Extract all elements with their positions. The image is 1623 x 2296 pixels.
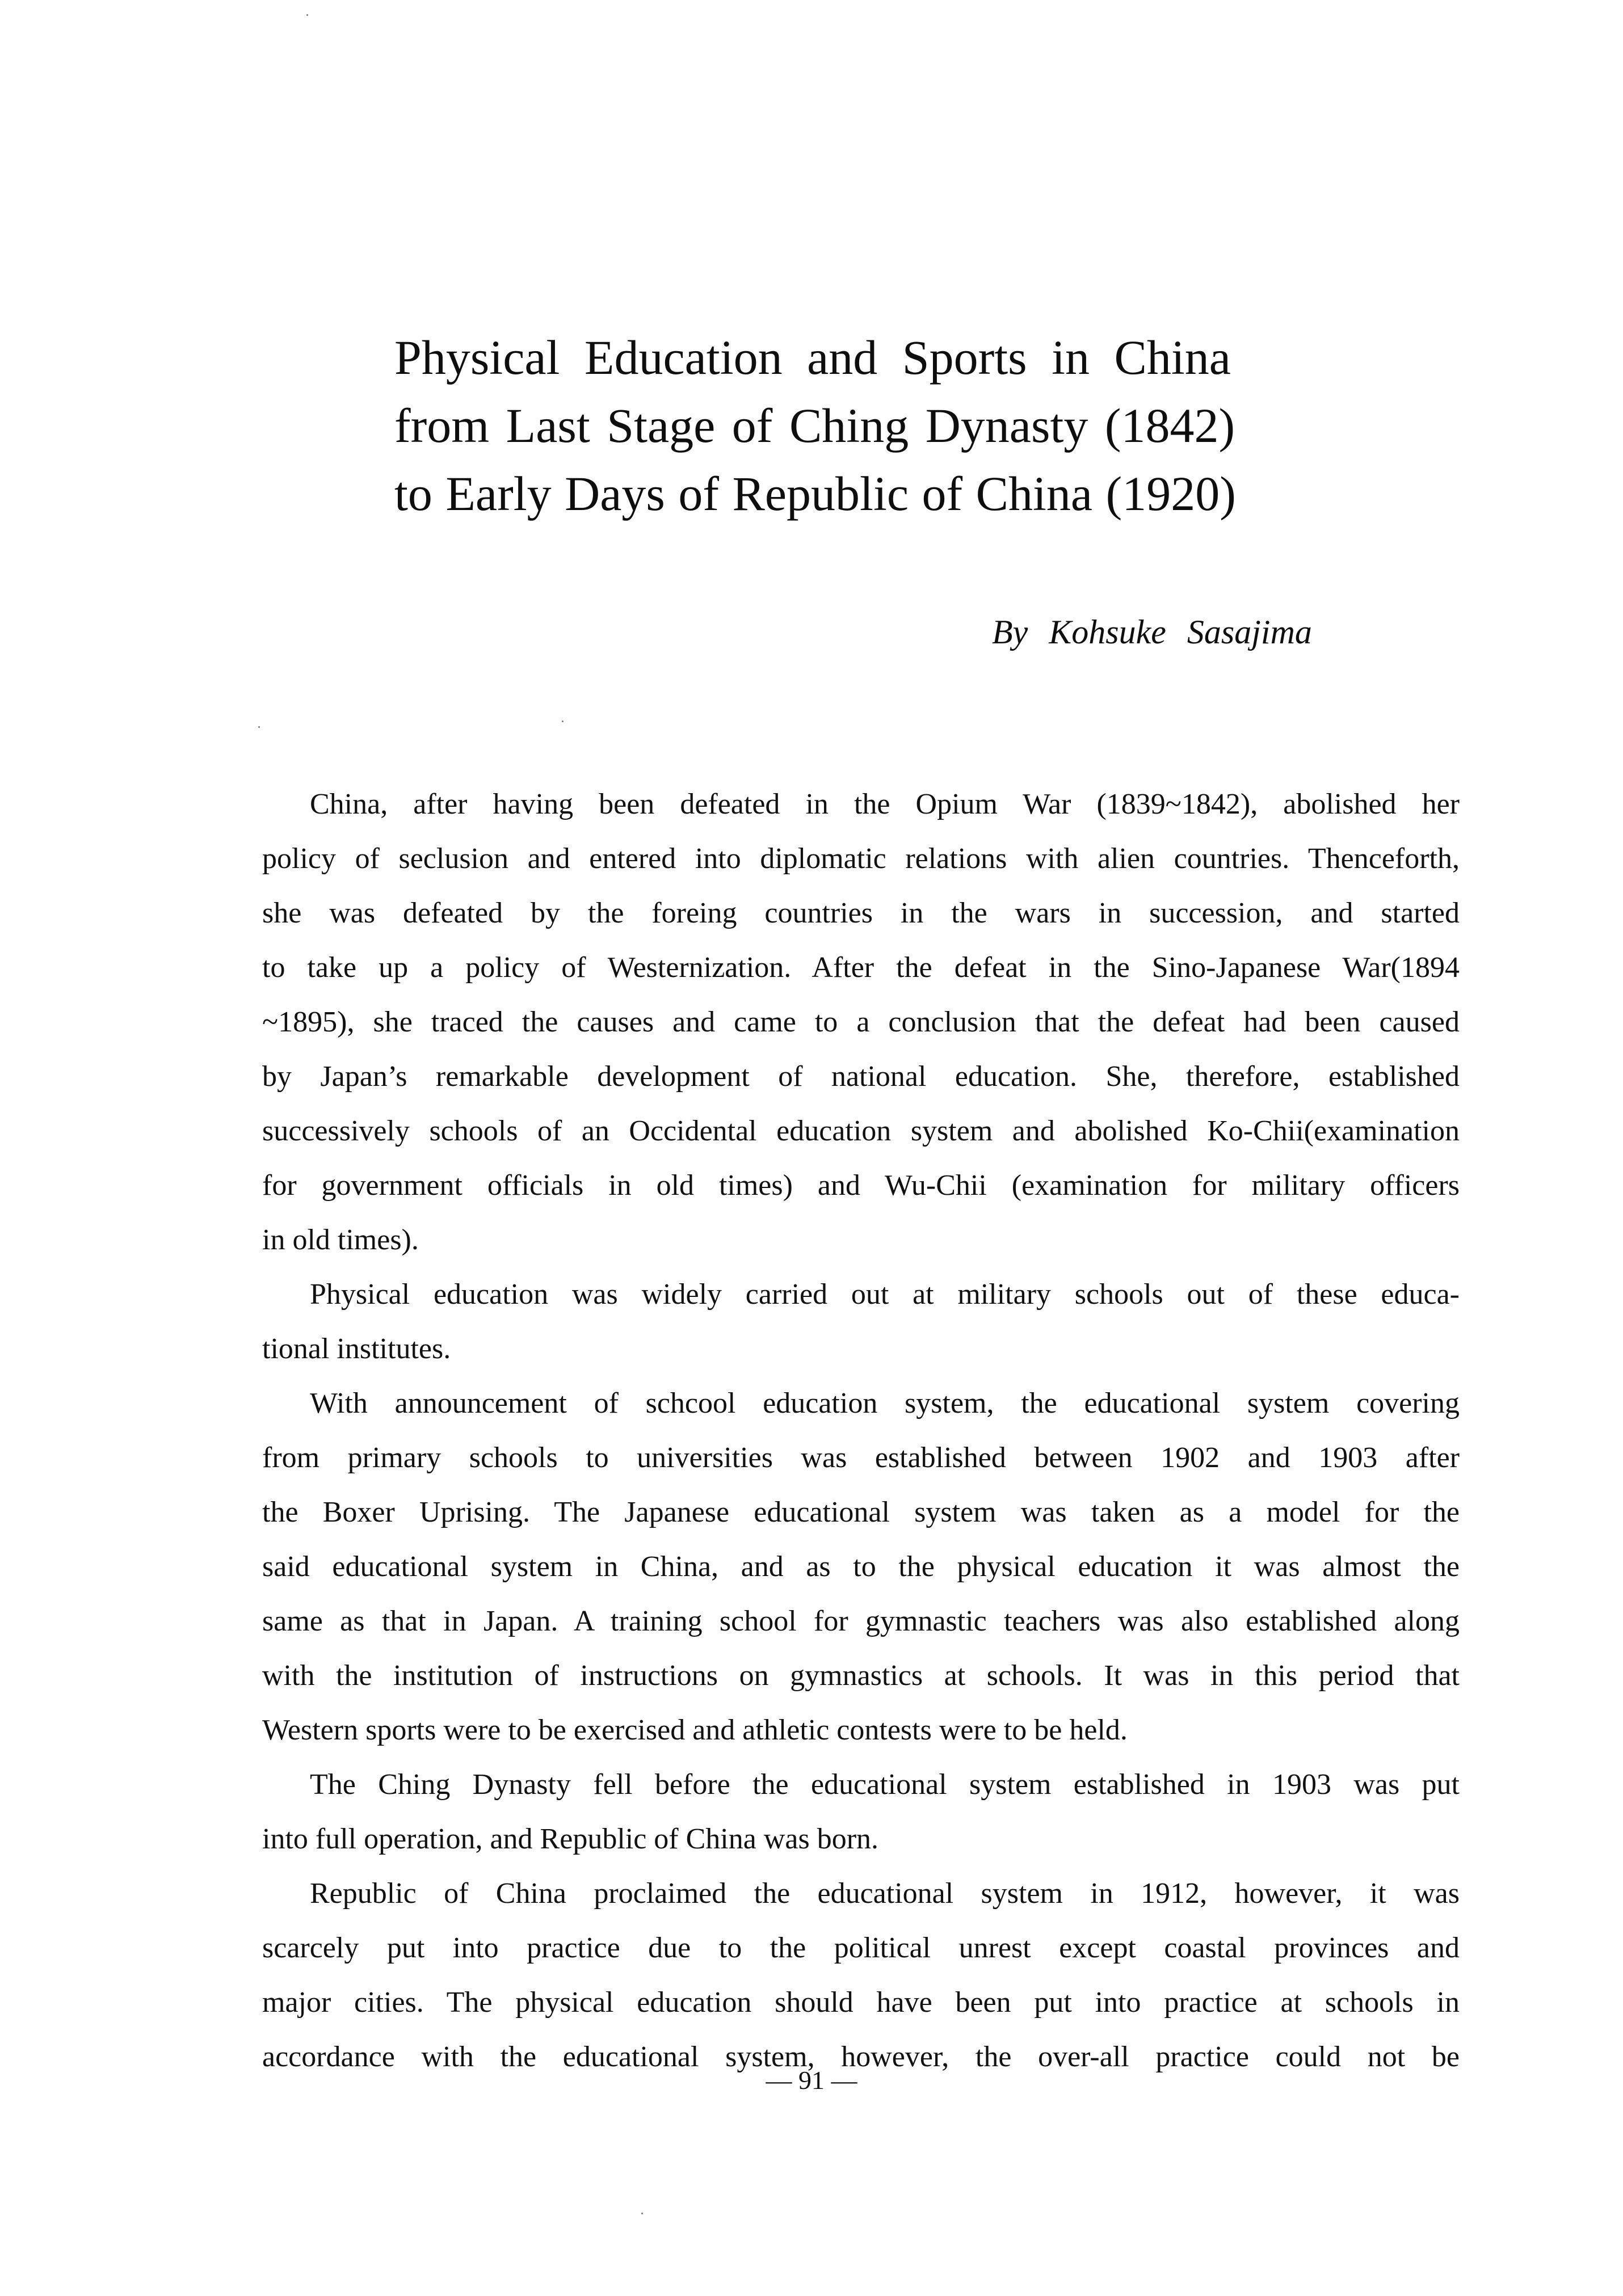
body-line: she was defeated by the foreing countries in the wars in succession, and started [262,897,1460,929]
body-line: major cities. The physical education should have been put into practice at schools in [262,1986,1460,2019]
body-line: for government officials in old times) and Wu-Chii (examination for military officers [262,1169,1460,1202]
scan-speck [306,14,308,16]
body-line: into full operation, and Republic of China was born. [262,1823,879,1855]
scan-speck [562,721,564,722]
body-line: China, after having been defeated in the Opium War (1839~1842), abolished her [310,788,1460,820]
body-line: said educational system in China, and as to the physical education it was almost the [262,1551,1460,1583]
body-line: With announcement of schcool education system, the educational system covering [310,1387,1460,1419]
body-line: the Boxer Uprising. The Japanese educational system was taken as a model for the [262,1496,1460,1528]
body-line: Physical education was widely carried out at military schools out of these educa- [310,1278,1460,1311]
body-line: Republic of China proclaimed the educational system in 1912, however, it was [310,1877,1460,1910]
body-line: accordance with the educational system, however, the over-all practice could not be [262,2041,1460,2073]
body-line: ~1895), she traced the causes and came to a conclusion that the defeat had been caused [262,1006,1460,1038]
body-line: to take up a policy of Westernization. After the defeat in the Sino-Japanese War(1894 [262,951,1460,984]
body-line: from primary schools to universities was established between 1902 and 1903 after [262,1442,1460,1474]
body-line: successively schools of an Occidental education system and abolished Ko-Chii(examination [262,1115,1460,1147]
body-line: policy of seclusion and entered into diplomatic relations with alien countries. Thenceforth, [262,842,1460,875]
body-line: tional institutes. [262,1333,451,1365]
body-line: by Japan’s remarkable development of national education. She, therefore, established [262,1060,1460,1093]
body-line: with the institution of instructions on gymnastics at schools. It was in this period that [262,1659,1460,1692]
title-line-3: to Early Days of Republic of China (1920) [394,466,1236,521]
body-line: scarcely put into practice due to the political unrest except coastal provinces and [262,1932,1460,1964]
body-line: The Ching Dynasty fell before the educational system established in 1903 was put [310,1768,1460,1801]
body-line: in old times). [262,1224,419,1256]
author-byline: By Kohsuke Sasajima [992,613,1312,651]
article-body [262,777,1460,2084]
title-line-2: from Last Stage of Ching Dynasty (1842) [394,398,1235,453]
page-number: — 91 — [766,2066,857,2095]
article-title [394,323,1359,528]
scan-speck [641,2213,643,2214]
title-line-1: Physical Education and Sports in China [394,330,1231,385]
scan-speck [258,726,260,728]
body-line: same as that in Japan. A training school for gymnastic teachers was also established along [262,1605,1460,1637]
body-line: Western sports were to be exercised and athletic contests were to be held. [262,1714,1128,1746]
